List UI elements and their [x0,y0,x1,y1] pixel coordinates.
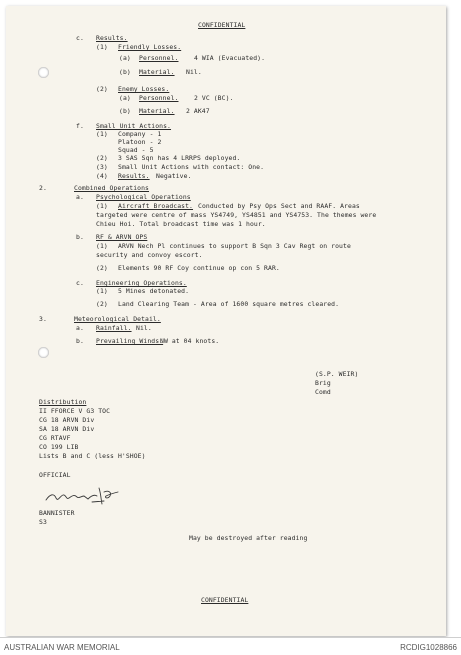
distribution-item: Lists B and C (less H'SHOE) [39,452,146,460]
punch-hole [38,347,49,358]
text-line: 3 SAS Sqn has 4 LRRPS deployed. [118,154,241,162]
text-line: Platoon - 2 [118,138,162,146]
document-page [6,6,446,636]
signatory-rank: Brig [315,379,331,387]
heading: Results. [118,172,150,180]
para-letter: f. [76,122,84,130]
text-line: Conducted by Psy Ops Sect and RAAF. Areas [198,202,360,210]
heading: Material. [139,68,175,76]
footer-classification: CONFIDENTIAL [201,596,249,604]
para-number: (4) [96,172,108,180]
para-number: (1) [96,287,108,295]
signatory-name: (S.P. WEIR) [315,370,359,378]
para-letter: a. [76,193,84,201]
section-number: 3. [39,315,47,323]
text-line: Chieu Hoi. Total broadcast time was 1 hour. [96,220,266,228]
para-letter: (b) [119,107,131,115]
text-line: Company - 1 [118,130,162,138]
heading: Small Unit Actions. [96,122,172,130]
para-letter: c. [76,34,84,42]
heading: RF & ARVN OPS [96,233,148,241]
official-label: OFFICIAL [39,471,71,479]
text-line: Elements 90 RF Coy continue op con 5 RAR. [118,264,280,272]
archive-reference: RCDIG1028866 [400,643,457,652]
text-line: Negative. [156,172,192,180]
para-number: (1) [96,43,108,51]
text-line: Nil. [136,324,152,332]
distribution-item: CG RTAVF [39,434,71,442]
distribution-heading: Distribution [39,398,87,406]
official-name: BANNISTER [39,509,75,517]
heading: Personnel. [139,94,179,102]
heading: Material. [139,107,175,115]
heading: Rainfall. [96,324,132,332]
text-line: 2 AK47 [186,107,210,115]
section-heading: Meteorological Detail. [74,315,161,323]
heading: Results. [96,34,128,42]
archive-name: AUSTRALIAN WAR MEMORIAL [4,643,120,652]
official-appointment: S3 [39,518,47,526]
heading: Engineering Operations. [96,279,187,287]
punch-hole [38,67,49,78]
text-line: 4 WIA (Evacuated). [194,54,266,62]
section-number: 2. [39,184,47,192]
distribution-item: CO 199 LIB [39,443,79,451]
heading: Friendly Losses. [118,43,182,51]
heading: Enemy Losses. [118,85,170,93]
text-line: ARVN Nech Pl continues to support B Sqn 3 Cav Regt on route [118,242,351,250]
para-number: (3) [96,163,108,171]
heading: Aircraft Broadcast. [118,202,194,210]
para-letter: (a) [119,54,131,62]
para-number: (1) [96,202,108,210]
para-letter: (b) [119,68,131,76]
text-line: Squad - 5 [118,146,154,154]
para-number: (1) [96,130,108,138]
header-classification: CONFIDENTIAL [198,21,246,29]
section-heading: Combined Operations [74,184,150,192]
text-line: Land Clearing Team - Area of 1600 square metres cleared. [118,300,340,308]
text-line: targeted were centre of mass YS4749, YS4851 and YS4753. The themes were [96,211,377,219]
para-letter: a. [76,324,84,332]
para-letter: b. [76,233,84,241]
para-number: (2) [96,154,108,162]
disposal-note: May be destroyed after reading [189,534,308,542]
signatory-appointment: Comd [315,388,331,396]
para-letter: c. [76,279,84,287]
text-line: NW at 04 knots. [160,337,220,345]
text-line: Small Unit Actions with contact: One. [118,163,265,171]
para-number: (2) [96,300,108,308]
archive-caption-bar [0,637,461,655]
text-line: 5 Mines detonated. [118,287,190,295]
text-line: Nil. [186,68,202,76]
heading: Prevailing Winds. [96,337,164,345]
distribution-item: II FFORCE V G3 TOC [39,407,111,415]
para-number: (2) [96,264,108,272]
para-letter: (a) [119,94,131,102]
handwritten-signature [44,484,124,506]
para-number: (1) [96,242,108,250]
para-letter: b. [76,337,84,345]
heading: Psychological Operations [96,193,191,201]
text-line: 2 VC (BC). [194,94,234,102]
distribution-item: CG 18 ARVN Div [39,416,95,424]
para-number: (2) [96,85,108,93]
heading: Personnel. [139,54,179,62]
distribution-item: SA 18 ARVN Div [39,425,95,433]
text-line: security and convoy escort. [96,251,203,259]
